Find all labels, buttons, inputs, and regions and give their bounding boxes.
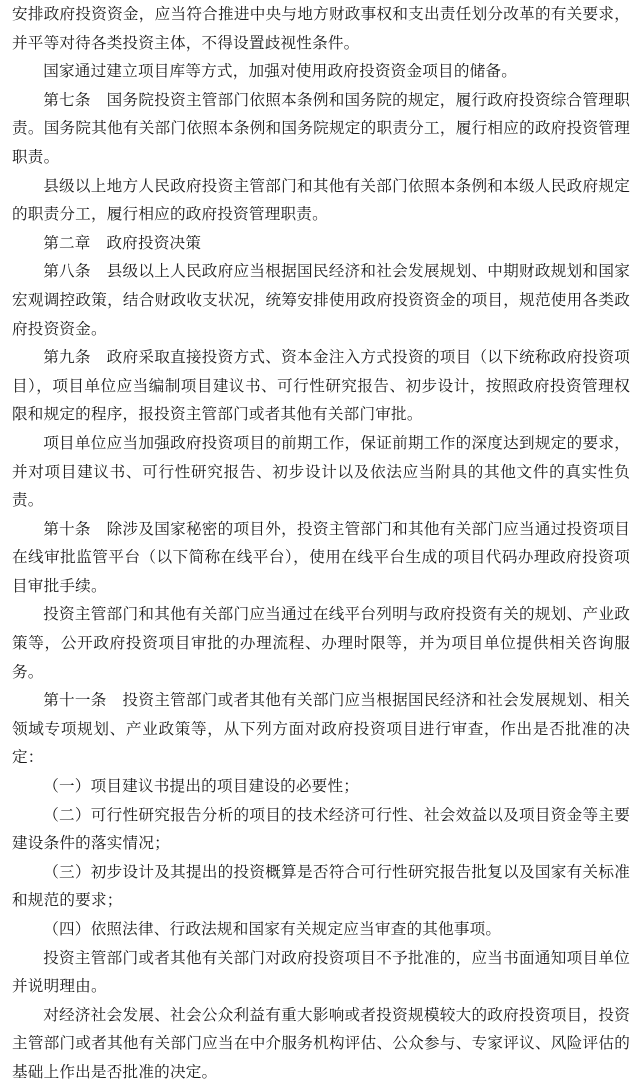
list-item-2: （二）可行性研究报告分析的项目的技术经济可行性、社会效益以及项目资金等主要建设条件的落实情况； [12,805,630,853]
list-item-3: （三）初步设计及其提出的投资概算是否符合可行性研究报告批复以及国家有关标准和规范的要求； [12,862,630,910]
paragraph-local-responsibilities: 县级以上地方人民政府投资主管部门和其他有关部门依照本条例和本级人民政府规定的职责分工，履行相应的政府投资管理职责。 [12,176,630,224]
article-10: 第十条 除涉及国家秘密的项目外，投资主管部门和其他有关部门应当通过投资项目在线审批监管平台（以下简称在线平台），使用在线平台生成的项目代码办理政府投资项目审批手续。 [12,519,630,595]
list-item-4: （四）依照法律、行政法规和国家有关规定应当审查的其他事项。 [43,920,502,938]
paragraph-rejection-notice: 投资主管部门或者其他有关部门对政府投资项目不予批准的，应当书面通知项目单位并说明理由。 [12,948,630,996]
list-item-1: （一）项目建议书提出的项目建设的必要性； [43,777,360,796]
chapter-2-heading: 第二章 政府投资决策 [43,233,202,252]
article-9: 第九条 政府采取直接投资方式、资本金注入方式投资的项目（以下统称政府投资项目），项目单位应当编制项目建议书、可行性研究报告、初步设计，按照政府投资管理权限和规定的程序，报投资主管部门或者其他有关部门审批。 [12,348,630,424]
article-8: 第八条 县级以上人民政府应当根据国民经济和社会发展规划、中期财政规划和国家宏观调控政策，结合财政收支状况，统筹安排使用政府投资资金的项目，规范使用各类政府投资资金。 [12,262,630,338]
paragraph-major-projects: 对经济社会发展、社会公众利益有重大影响或者投资规模较大的政府投资项目，投资主管部门或者其他有关部门应当在中介服务机构评估、公众参与、专家评议、风险评估的基础上作出是否批准的决定。 [12,1005,630,1081]
paragraph-online-platform: 投资主管部门和其他有关部门应当通过在线平台列明与政府投资有关的规划、产业政策等，公开政府投资项目审批的办理流程、办理时限等，并为项目单位提供相关咨询服务。 [12,605,630,681]
article-11: 第十一条 投资主管部门或者其他有关部门应当根据国民经济和社会发展规划、相关领域专项规划、产业政策等，从下列方面对政府投资项目进行审查，作出是否批准的决定： [12,691,630,767]
paragraph-preliminary-work: 项目单位应当加强政府投资项目的前期工作，保证前期工作的深度达到规定的要求，并对项目建议书、可行性研究报告、初步设计以及依法应当附具的其他文件的真实性负责。 [12,433,630,510]
paragraph-project-reserve: 国家通过建立项目库等方式，加强对使用政府投资资金项目的储备。 [43,62,518,81]
paragraph-funding-requirements: 安排政府投资资金，应当符合推进中央与地方财政事权和支出责任划分改革的有关要求，并平等对待各类投资主体，不得设置歧视性条件。 [12,5,630,52]
article-7: 第七条 国务院投资主管部门依照本条例和国务院的规定，履行政府投资综合管理职责。国务院其他有关部门依照本条例和国务院规定的职责分工，履行相应的政府投资管理职责。 [12,90,630,166]
